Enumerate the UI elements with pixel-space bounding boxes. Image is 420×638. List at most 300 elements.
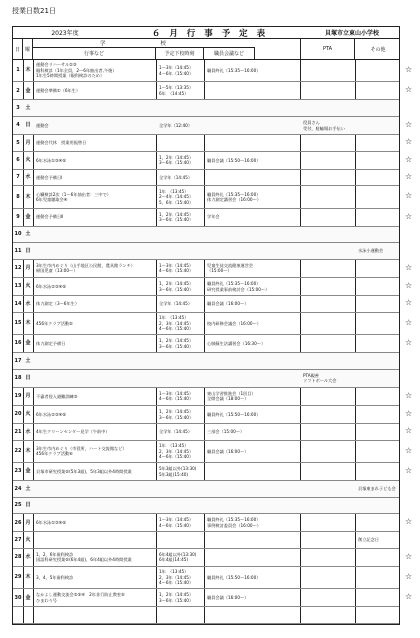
pta-cell bbox=[301, 406, 354, 423]
weekday-cell: 月 bbox=[25, 265, 31, 272]
event-cell-line: 6年水泳①③④⑤ bbox=[36, 157, 67, 163]
meeting-cell bbox=[205, 353, 299, 369]
meeting-cell bbox=[205, 227, 299, 243]
release-time-cell-line: 3～6年（15:40） bbox=[159, 160, 194, 166]
event-cell bbox=[34, 227, 155, 243]
col-event-header: 行事など bbox=[33, 47, 156, 60]
day-cell: 3 bbox=[16, 104, 20, 111]
release-time-cell-line: 1～5年（13:35） bbox=[159, 85, 194, 91]
release-time-cell bbox=[157, 82, 203, 99]
weekday-cell: 土 bbox=[25, 231, 31, 238]
event-cell bbox=[34, 60, 155, 81]
release-time-cell-line: 4～6年（15:40） bbox=[159, 70, 194, 76]
day-cell: 15 bbox=[14, 320, 22, 327]
other-cell bbox=[356, 532, 400, 548]
release-time-cell bbox=[157, 60, 203, 81]
other-cell bbox=[356, 335, 400, 352]
meeting-cell-line: 職員会議（16:00～） bbox=[207, 595, 249, 601]
col-weekday-header: 曜 bbox=[23, 38, 33, 60]
table-row bbox=[13, 82, 399, 100]
weekday-cell: 金 bbox=[25, 468, 31, 475]
release-time-cell bbox=[157, 243, 203, 259]
event-cell bbox=[34, 463, 155, 480]
pta-cell bbox=[301, 514, 354, 531]
meeting-cell-line: 職員会議（15:50～16:00） bbox=[207, 157, 261, 163]
meeting-cell bbox=[205, 186, 299, 207]
school-name: 貝塚市立東山小学校 bbox=[324, 30, 379, 37]
meeting-cell-line: 東山学習推進会（1回目） bbox=[207, 390, 256, 396]
pta-cell bbox=[301, 424, 354, 440]
day-cell: 8 bbox=[16, 193, 20, 200]
release-time-cell-line: 全学年（14:45） bbox=[159, 429, 193, 435]
other-cell bbox=[356, 209, 400, 226]
star-mark: ☆ bbox=[405, 120, 413, 130]
event-cell-line: 運動会準備①（6年生） bbox=[36, 88, 81, 94]
release-time-cell-line: 4～6年（15:40） bbox=[159, 580, 194, 586]
day-cell: 21 bbox=[14, 428, 22, 435]
release-time-cell bbox=[157, 278, 203, 295]
release-time-cell bbox=[157, 498, 203, 514]
pta-cell bbox=[301, 60, 354, 81]
other-cell bbox=[356, 278, 400, 295]
other-cell-line: 貝塚東まれ子ども会 bbox=[358, 486, 396, 492]
release-time-cell-line: 5年3組以外(13:30) bbox=[159, 466, 197, 472]
day-cell: 29 bbox=[14, 574, 22, 581]
meeting-cell bbox=[205, 481, 299, 497]
star-mark: ☆ bbox=[405, 445, 413, 455]
event-cell-line: 3年生市内めぐり（山手地区公民館，農具館ランチ） bbox=[36, 262, 135, 268]
release-time-cell-line: 4～6年（15:40） bbox=[159, 522, 194, 528]
pta-cell bbox=[301, 481, 354, 497]
star-mark: ☆ bbox=[405, 191, 413, 201]
star-mark: ☆ bbox=[405, 262, 413, 272]
release-time-cell bbox=[157, 353, 203, 369]
table-row bbox=[13, 296, 399, 313]
table-row bbox=[13, 463, 399, 481]
col-day-header: 日 bbox=[13, 38, 23, 60]
event-cell bbox=[34, 406, 155, 423]
other-cell bbox=[356, 463, 400, 480]
meeting-cell-line: 体力測定講習会（16:00～） bbox=[207, 196, 261, 202]
other-cell bbox=[356, 296, 400, 312]
release-time-cell-line: 2，3年（14:45） bbox=[159, 574, 194, 580]
other-cell bbox=[356, 135, 400, 151]
pta-cell bbox=[301, 353, 354, 369]
day-cell: 2 bbox=[16, 87, 20, 94]
event-cell-line: 6年水泳②③④⑤ bbox=[36, 411, 67, 417]
day-cell: 25 bbox=[14, 502, 22, 509]
meeting-cell bbox=[205, 514, 299, 531]
other-cell bbox=[356, 186, 400, 207]
star-mark: ☆ bbox=[405, 426, 413, 436]
table-row bbox=[13, 209, 399, 227]
pta-cell bbox=[301, 549, 354, 566]
release-time-cell bbox=[157, 388, 203, 405]
event-cell bbox=[34, 388, 155, 405]
table-row bbox=[13, 170, 399, 187]
event-cell bbox=[34, 532, 155, 548]
weekday-cell: 火 bbox=[25, 156, 31, 163]
release-time-cell bbox=[157, 532, 203, 548]
event-cell-line: 運動会 bbox=[36, 122, 49, 128]
event-cell bbox=[34, 100, 155, 116]
col-pta-header: PTA bbox=[300, 38, 355, 60]
event-cell bbox=[34, 186, 155, 207]
other-cell bbox=[356, 353, 400, 369]
weekday-cell: 木 bbox=[25, 193, 31, 200]
other-cell bbox=[356, 117, 400, 134]
event-cell bbox=[34, 135, 155, 151]
table-row bbox=[13, 532, 399, 549]
release-time-cell bbox=[157, 117, 203, 134]
release-time-cell-line: 全学年（14:45） bbox=[159, 174, 193, 180]
school-days-note: 授業日数21日 bbox=[12, 7, 56, 15]
event-cell-line: 心臓検診2次（1～6年抽出者：三中で） bbox=[36, 191, 111, 197]
other-cell bbox=[356, 60, 400, 81]
release-time-cell-line: 3～6年（15:40） bbox=[159, 343, 194, 349]
meeting-cell bbox=[205, 170, 299, 186]
release-time-cell bbox=[157, 463, 203, 480]
other-cell bbox=[356, 498, 400, 514]
table-row bbox=[13, 498, 399, 515]
pta-cell bbox=[301, 82, 354, 99]
schedule-table bbox=[12, 26, 400, 625]
star-mark: ☆ bbox=[405, 85, 413, 95]
meeting-cell-line: 児童生徒交流健康運営会 bbox=[207, 262, 254, 268]
day-cell: 17 bbox=[14, 357, 22, 364]
release-time-cell bbox=[157, 549, 203, 566]
meeting-cell bbox=[205, 243, 299, 259]
release-time-cell-line: 4～6年（15:40） bbox=[159, 268, 194, 274]
table-row bbox=[13, 514, 399, 532]
col-release-header: 予定下校時刻 bbox=[156, 47, 204, 60]
star-mark: ☆ bbox=[405, 154, 413, 164]
day-cell: 18 bbox=[14, 374, 22, 381]
release-time-cell-line: 1年 （13:45） bbox=[159, 188, 189, 194]
table-row bbox=[13, 424, 399, 441]
release-time-cell bbox=[157, 260, 203, 277]
day-cell: 4 bbox=[16, 122, 20, 129]
pta-cell bbox=[301, 186, 354, 207]
other-cell bbox=[356, 567, 400, 588]
meeting-cell-line: 全開会議（18:00～） bbox=[207, 396, 249, 402]
table-row bbox=[13, 278, 399, 296]
weekday-cell: 木 bbox=[25, 67, 31, 74]
event-cell bbox=[34, 589, 155, 606]
table-row bbox=[13, 567, 399, 589]
table-row bbox=[13, 441, 399, 463]
meeting-cell-line: 校内研修会議会（16:00～） bbox=[207, 320, 261, 326]
event-cell-line: 運動会リハーサル②③ bbox=[36, 62, 77, 68]
day-cell: 28 bbox=[14, 554, 22, 561]
pta-cell bbox=[301, 589, 354, 606]
event-cell-line: 体力測定（3～6年生） bbox=[36, 301, 80, 307]
day-cell: 24 bbox=[14, 485, 22, 492]
star-mark: ☆ bbox=[405, 409, 413, 419]
table-row bbox=[13, 100, 399, 117]
meeting-cell-line: 職員終礼（15:35～16:00） bbox=[207, 191, 261, 197]
event-cell-line: 国語科研究授業⑤(6年4組)，6年4組以外4時間授業 bbox=[36, 557, 132, 563]
weekday-cell: 木 bbox=[25, 320, 31, 327]
meeting-cell bbox=[205, 607, 299, 623]
pta-cell-line: PTA親善 bbox=[303, 372, 319, 378]
table-row bbox=[13, 60, 399, 82]
pta-cell bbox=[301, 209, 354, 226]
release-time-cell bbox=[157, 335, 203, 352]
pta-cell bbox=[301, 296, 354, 312]
table-row bbox=[13, 243, 399, 260]
release-time-cell-line: 1年 （13:45） bbox=[159, 569, 189, 575]
col-meeting-header: 職員会議など bbox=[204, 47, 255, 60]
star-mark: ☆ bbox=[405, 317, 413, 327]
release-time-cell bbox=[157, 370, 203, 387]
meeting-cell-line: 研究授業事前検討会（15:00～） bbox=[207, 286, 270, 292]
release-time-cell-line: 1～3年（14:45） bbox=[159, 262, 194, 268]
meeting-cell bbox=[205, 388, 299, 405]
table-row bbox=[13, 335, 399, 353]
event-cell bbox=[34, 335, 155, 352]
table-row bbox=[13, 117, 399, 135]
other-cell bbox=[356, 100, 400, 116]
pta-cell bbox=[301, 117, 354, 134]
meeting-cell-line: 事例検討委員会（16:00～） bbox=[207, 522, 261, 528]
table-row bbox=[13, 589, 399, 607]
release-time-cell-line: 6年 （14:45） bbox=[159, 90, 189, 96]
meeting-cell-line: 職員会議（16:00～） bbox=[207, 301, 249, 307]
table-row bbox=[13, 406, 399, 424]
event-cell-line: 6年水泳①③④⑤ bbox=[36, 520, 67, 526]
meeting-cell bbox=[205, 567, 299, 588]
release-time-cell-line: 4～6年（15:40） bbox=[159, 396, 194, 402]
day-cell: 20 bbox=[14, 411, 22, 418]
release-time-cell-line: 1～3年（14:45） bbox=[159, 65, 194, 71]
release-time-cell bbox=[157, 424, 203, 440]
table-row bbox=[13, 227, 399, 244]
meeting-cell bbox=[205, 441, 299, 462]
pta-cell bbox=[301, 227, 354, 243]
day-cell: 19 bbox=[14, 393, 22, 400]
meeting-cell bbox=[205, 370, 299, 387]
release-time-cell-line: 3～6年（15:40） bbox=[159, 597, 194, 603]
star-mark: ☆ bbox=[405, 65, 413, 75]
day-cell bbox=[13, 607, 23, 623]
star-mark: ☆ bbox=[405, 338, 413, 348]
event-cell-line: 456年クラブ活動⑤ bbox=[36, 320, 73, 326]
other-cell bbox=[356, 406, 400, 423]
table-row bbox=[13, 607, 399, 624]
weekday-cell: 金 bbox=[25, 340, 31, 347]
event-cell bbox=[34, 209, 155, 226]
pta-cell-line: 役員さん bbox=[303, 120, 320, 126]
day-cell: 16 bbox=[14, 340, 22, 347]
day-cell: 11 bbox=[14, 247, 22, 254]
day-cell: 27 bbox=[14, 536, 22, 543]
weekday-cell: 木 bbox=[25, 448, 31, 455]
other-cell bbox=[356, 370, 400, 387]
release-time-cell bbox=[157, 186, 203, 207]
meeting-cell bbox=[205, 589, 299, 606]
event-cell-line: 運動会代休 授業用振替日 bbox=[36, 140, 87, 146]
release-time-cell bbox=[157, 406, 203, 423]
star-mark: ☆ bbox=[405, 298, 413, 308]
release-time-cell-line: 4～6年（15:40） bbox=[159, 454, 194, 460]
event-cell bbox=[34, 370, 155, 387]
event-cell-line: 456年クラブ活動⑥ bbox=[36, 451, 73, 457]
other-cell bbox=[356, 441, 400, 462]
meeting-cell bbox=[205, 463, 299, 480]
meeting-cell bbox=[205, 532, 299, 548]
release-time-cell-line: 2，3年（14:45） bbox=[159, 320, 194, 326]
event-cell bbox=[34, 353, 155, 369]
event-cell-line: 1，2，6年歯科検診 bbox=[36, 551, 74, 557]
event-cell bbox=[34, 278, 155, 295]
pta-cell bbox=[301, 278, 354, 295]
day-cell: 1 bbox=[16, 67, 20, 74]
weekday-cell: 水 bbox=[25, 554, 31, 561]
table-header bbox=[13, 27, 399, 60]
event-cell bbox=[34, 498, 155, 514]
release-time-cell bbox=[157, 100, 203, 116]
col-other-header: その他 bbox=[370, 46, 386, 53]
meeting-cell bbox=[205, 278, 299, 295]
release-time-cell bbox=[157, 589, 203, 606]
weekday-cell: 火 bbox=[25, 411, 31, 418]
release-time-cell-line: 2～4年（14:45） bbox=[159, 194, 194, 200]
other-cell-line: 創立記念日 bbox=[358, 537, 379, 543]
pta-cell bbox=[301, 313, 354, 334]
event-cell bbox=[34, 549, 155, 566]
pta-cell bbox=[301, 463, 354, 480]
event-cell-line: 運動会予備日Ⅰ bbox=[36, 174, 63, 180]
other-cell bbox=[356, 549, 400, 566]
event-cell bbox=[34, 260, 155, 277]
meeting-cell bbox=[205, 82, 299, 99]
day-cell: 5 bbox=[16, 139, 20, 146]
weekday-cell: 木 bbox=[25, 574, 31, 581]
meeting-cell bbox=[205, 424, 299, 440]
event-cell bbox=[34, 313, 155, 334]
release-time-cell-line: 5年3組(15:40) bbox=[159, 471, 189, 477]
release-time-cell-line: 全学年（14:45） bbox=[159, 301, 193, 307]
star-mark: ☆ bbox=[405, 281, 413, 291]
weekday-cell: 日 bbox=[25, 122, 31, 129]
meeting-cell bbox=[205, 260, 299, 277]
pta-cell bbox=[301, 170, 354, 186]
release-time-cell-line: 1，2年（14:45） bbox=[159, 409, 194, 415]
day-cell: 23 bbox=[14, 468, 22, 475]
pta-cell bbox=[301, 532, 354, 548]
pta-cell bbox=[301, 152, 354, 169]
meeting-cell bbox=[205, 406, 299, 423]
meeting-cell bbox=[205, 296, 299, 312]
day-cell: 9 bbox=[16, 213, 20, 220]
meeting-cell-line: （15:00～） bbox=[207, 268, 232, 274]
other-cell bbox=[356, 227, 400, 243]
meeting-cell bbox=[205, 100, 299, 116]
release-time-cell bbox=[157, 567, 203, 588]
event-cell bbox=[34, 82, 155, 99]
day-cell: 30 bbox=[14, 594, 22, 601]
meeting-cell bbox=[205, 60, 299, 81]
table-row bbox=[13, 481, 399, 498]
other-cell bbox=[356, 313, 400, 334]
fiscal-year: 2023年度 bbox=[51, 30, 79, 37]
pta-cell bbox=[301, 100, 354, 116]
star-mark: ☆ bbox=[405, 172, 413, 182]
release-time-cell bbox=[157, 170, 203, 186]
meeting-cell-line: 職員終礼（15:35～16:00） bbox=[207, 517, 261, 523]
event-cell-line: 6年児童聴取会④ bbox=[36, 196, 68, 202]
meeting-cell bbox=[205, 335, 299, 352]
release-time-cell-line: 6年4組(14:45) bbox=[159, 557, 189, 563]
event-cell bbox=[34, 567, 155, 588]
day-cell: 6 bbox=[16, 156, 20, 163]
meeting-cell-line: 学年会 bbox=[207, 214, 220, 220]
star-mark: ☆ bbox=[405, 137, 413, 147]
meeting-cell-line: 職員終礼（15:50～16:00） bbox=[207, 574, 261, 580]
event-cell-line: 3年生市内めぐり（市役所，ハート交流館など） bbox=[36, 445, 127, 451]
weekday-cell: 火 bbox=[25, 283, 31, 290]
star-mark: ☆ bbox=[405, 211, 413, 221]
table-row bbox=[13, 152, 399, 170]
pta-cell bbox=[301, 441, 354, 462]
release-time-cell-line: 1，2年（14:45） bbox=[159, 154, 194, 160]
weekday-cell: 土 bbox=[25, 357, 31, 364]
event-cell-line: 4年生クリーンセンター見学（午前中） bbox=[36, 429, 110, 435]
release-time-cell bbox=[157, 135, 203, 151]
release-time-cell-line: 5，6年（15:40） bbox=[159, 199, 194, 205]
event-cell-line: なかよし運動交流会②③④ 2年非行防止教室⑤ bbox=[36, 592, 125, 598]
meeting-cell bbox=[205, 135, 299, 151]
release-time-cell-line: 1～3年（14:45） bbox=[159, 390, 194, 396]
release-time-cell-line: 3～6年（15:40） bbox=[159, 414, 194, 420]
table-row bbox=[13, 186, 399, 208]
event-cell bbox=[34, 424, 155, 440]
event-cell bbox=[34, 117, 155, 134]
release-time-cell bbox=[157, 607, 203, 623]
release-time-cell-line: 2，3年（14:45） bbox=[159, 448, 194, 454]
meeting-cell-line: 職員終礼（15:35～16:00） bbox=[207, 67, 261, 73]
other-cell bbox=[356, 243, 400, 259]
meeting-cell bbox=[205, 498, 299, 514]
day-cell: 14 bbox=[14, 300, 22, 307]
event-cell bbox=[34, 607, 155, 623]
release-time-cell bbox=[157, 313, 203, 334]
release-time-cell bbox=[157, 152, 203, 169]
other-cell bbox=[356, 260, 400, 277]
event-cell bbox=[34, 243, 155, 259]
other-cell bbox=[356, 388, 400, 405]
release-time-cell-line: 4～6年（15:40） bbox=[159, 326, 194, 332]
release-time-cell-line: 1年 （13:45） bbox=[159, 315, 189, 321]
other-cell bbox=[356, 82, 400, 99]
event-cell-line: 不審者侵入避難訓練③ bbox=[36, 393, 78, 399]
other-cell bbox=[356, 514, 400, 531]
weekday-cell: 土 bbox=[25, 104, 31, 111]
pta-cell bbox=[301, 498, 354, 514]
weekday-cell: 日 bbox=[25, 502, 31, 509]
day-cell: 26 bbox=[14, 519, 22, 526]
release-time-cell-line: 6年4組以外(13:30) bbox=[159, 551, 197, 557]
weekday-cell: 金 bbox=[25, 594, 31, 601]
star-mark: ☆ bbox=[405, 390, 413, 400]
event-cell bbox=[34, 481, 155, 497]
pta-cell-line: ソフトボール大会 bbox=[303, 378, 337, 384]
meeting-cell bbox=[205, 549, 299, 566]
table-row bbox=[13, 370, 399, 388]
other-cell bbox=[356, 152, 400, 169]
other-cell bbox=[356, 424, 400, 440]
